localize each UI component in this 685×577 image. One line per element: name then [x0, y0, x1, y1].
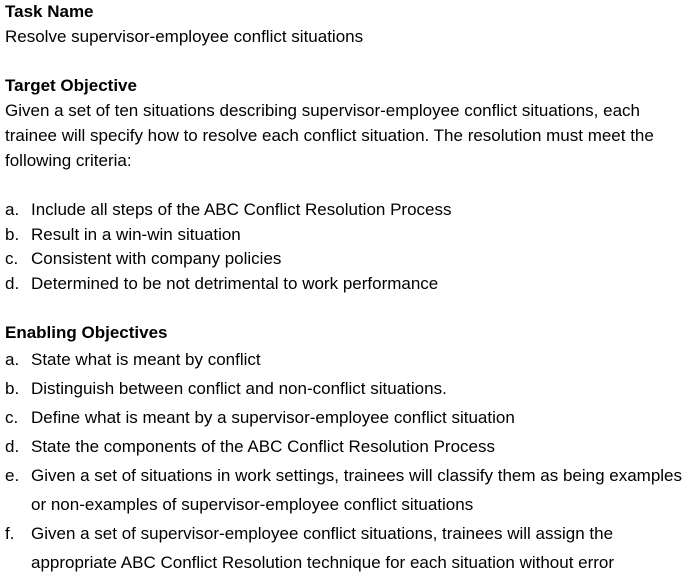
list-item	[5, 247, 683, 272]
target-objective-heading: Target Objective	[5, 76, 137, 95]
list-item	[5, 519, 683, 577]
list-item	[5, 345, 683, 374]
list-item-text: Distinguish between conflict and non-conflict situations.	[31, 379, 447, 398]
list-marker: b.	[5, 224, 20, 244]
list-item	[5, 272, 683, 297]
target-objective-paragraph: Given a set of ten situations describing supervisor-employee conflict situations, each trainee will specify how to resolve each conflict situation. The resolution must meet the following criteria:	[5, 101, 654, 170]
list-item	[5, 223, 683, 248]
list-marker: c.	[5, 408, 19, 427]
task-name-value: Resolve supervisor-employee conflict situations	[5, 27, 364, 46]
list-item-text: Include all steps of the ABC Conflict Resolution Process	[31, 200, 452, 219]
list-item-text: Determined to be not detrimental to work performance	[31, 273, 439, 293]
list-marker: d.	[5, 437, 20, 456]
list-marker: c.	[5, 249, 19, 268]
enabling-objectives-heading: Enabling Objectives	[5, 323, 168, 342]
task-name-heading: Task Name	[5, 2, 94, 21]
list-item-text: Given a set of supervisor-employee conflict situations, trainees will assign the appropriate ABC Conflict Resolution technique for each situation without error	[31, 524, 615, 572]
spacer	[5, 296, 683, 321]
list-item-text: Given a set of situations in work settings, trainees will classify them as being examples or non-examples of supervisor-employee conflict situations	[31, 466, 683, 514]
list-item	[5, 374, 683, 403]
spacer	[5, 49, 683, 74]
list-marker: e.	[5, 466, 20, 485]
list-item	[5, 432, 683, 461]
list-marker: d.	[5, 273, 20, 293]
spacer	[5, 173, 683, 198]
list-item-text: Consistent with company policies	[31, 249, 282, 268]
list-item-text: State what is meant by conflict	[31, 350, 261, 369]
list-item	[5, 461, 683, 519]
document	[5, 0, 683, 577]
list-item-text: Define what is meant by a supervisor-employee conflict situation	[31, 408, 515, 427]
enabling-objectives-list	[5, 345, 683, 577]
list-item-text: State the components of the ABC Conflict Resolution Process	[31, 437, 495, 456]
list-item	[5, 403, 683, 432]
list-marker: b.	[5, 379, 20, 398]
list-marker: a.	[5, 200, 20, 219]
criteria-list	[5, 198, 683, 296]
list-marker: f.	[5, 524, 15, 543]
list-marker: a.	[5, 350, 20, 369]
list-item-text: Result in a win-win situation	[31, 224, 241, 244]
list-item	[5, 198, 683, 223]
